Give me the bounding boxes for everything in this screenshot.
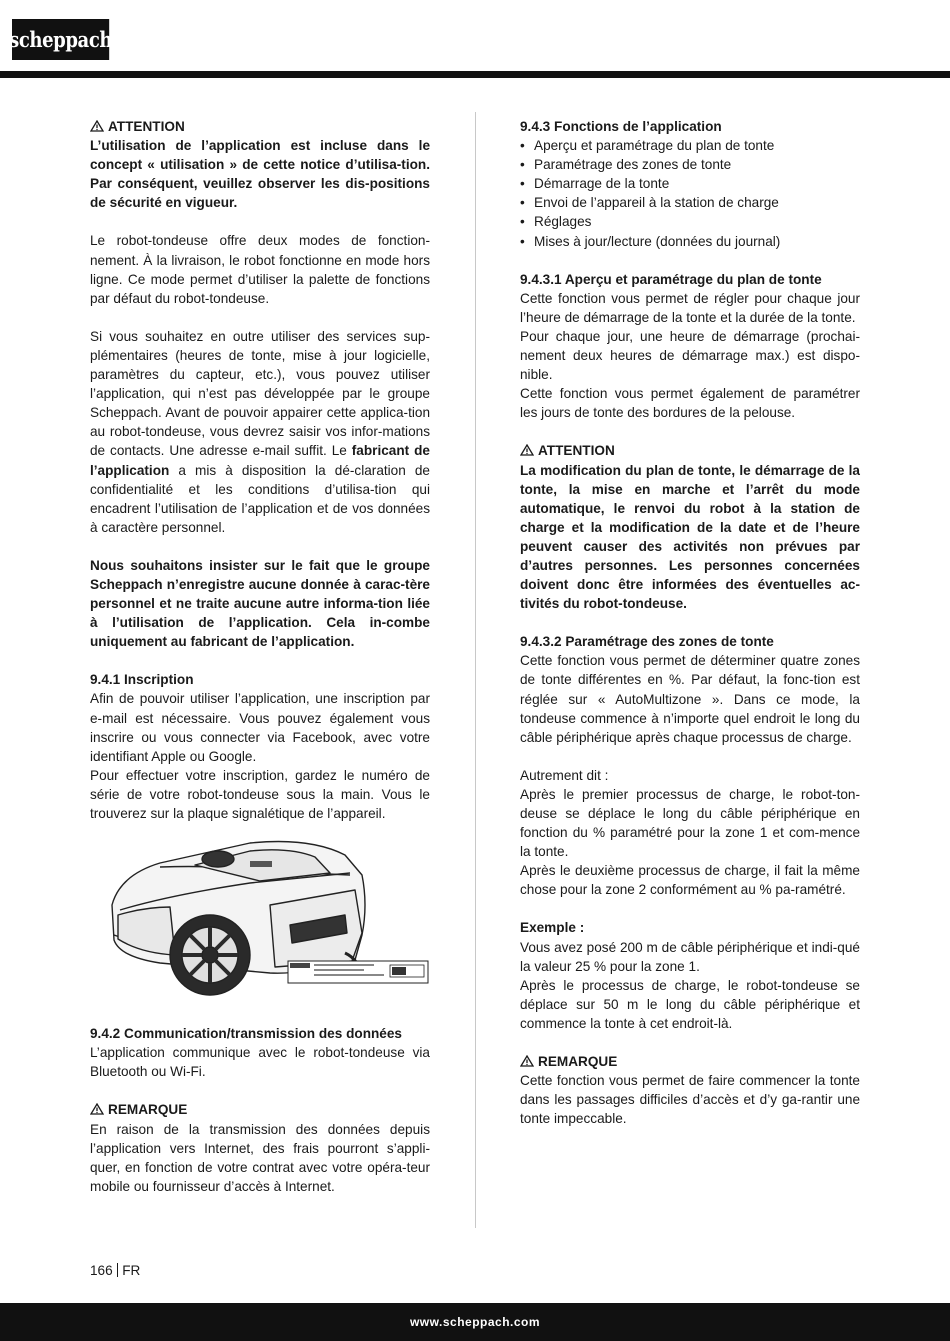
list-item: • Mises à jour/lecture (données du journal) (520, 232, 860, 251)
section-941-paragraph-2: Pour effectuer votre inscription, gardez le numéro de série de votre robot-tondeuse sous la main. Vous le trouverez sur la plaque signalétique de l’appareil. (90, 767, 430, 821)
section-9431-title: 9.4.3.1 Aperçu et paramétrage du plan de tonte (520, 271, 822, 287)
robot-mower-illustration (100, 835, 432, 1005)
remarque-text-2: Cette fonction vous permet de faire commencer la tonte dans les passages difficiles d’accès et d’y ga-rantir une tonte impeccable. (520, 1073, 860, 1127)
section-942-title: 9.4.2 Communication/transmission des données (90, 1026, 402, 1042)
example-paragraph-1: Vous avez posé 200 m de câble périphérique et indi-qué la valeur 25 % pour la zone 1. (520, 939, 860, 974)
right-column (520, 117, 860, 1128)
website-link[interactable]: www.scheppach.com (409, 1315, 541, 1329)
column-divider (475, 112, 476, 1228)
attention-text-1: L’utilisation de l’application est incluse dans le concept « utilisation » de cette notice d’utilisa-tion. Par conséquent, veuillez observer les dis-positions de sécurité en vigueur. (90, 138, 430, 211)
warning-icon (520, 1055, 534, 1067)
attention-heading-1: ATTENTION (90, 117, 430, 136)
section-9432-paragraph-1: Cette fonction vous permet de déterminer quatre zones de tonte différentes en %. Par défaut, la fonc-tion est réglée sur « AutoMultizone ». Dans ce mode, la tondeuse commence à n’importe quel endroit le long du câble périphérique après chaque processus de charge. (520, 653, 860, 745)
remarque-heading-1: REMARQUE (90, 1100, 430, 1119)
left-column (90, 117, 430, 1196)
remarque-text-1: En raison de la transmission des données depuis l’application vers Internet, des frais pourront s’appli-quer, en fonction de votre contrat avec votre opéra-teur mobile ou fournisseur d’accès à Internet. (90, 1121, 430, 1194)
list-item: • Réglages (520, 212, 860, 231)
paragraph-services: Si vous souhaitez en outre utiliser des services sup-plémentaires (heures de tonte, mise à jour logicielle, paramètres du capteur, etc.), vous pouvez utiliser l’application, qui n’est pas développée par le groupe Scheppach. Avant de pouvoir appairer cette applica-tion au robot-tondeuse, vous devrez saisir vos infor-mations de contacts. Une adresse e-mail suffit. Le fabricant de l’application a mis à disposition la dé-claration de confidentialité et les conditions d’utilisa-tion qui encadrent l’utilisation de l’application et de vos données à caractère personnel. (90, 328, 430, 535)
section-9432-paragraph-4: Après le deuxième processus de charge, il fait la même chose pour la zone 2 conformément au % pa-ramétré. (520, 863, 860, 898)
warning-icon (520, 444, 534, 456)
section-9431-paragraph-1: Cette fonction vous permet de régler pour chaque jour l’heure de démarrage de la tonte et la durée de la tonte. (520, 290, 860, 325)
section-941-title: 9.4.1 Inscription (90, 672, 194, 688)
section-9432-title: 9.4.3.2 Paramétrage des zones de tonte (520, 634, 774, 650)
section-943-title: 9.4.3 Fonctions de l’application (520, 119, 722, 134)
section-941-paragraph-1: Afin de pouvoir utiliser l’application, une inscription par e-mail est nécessaire. Vous pouvez également vous inscrire ou vous connecter via Facebook, avec votre identifiant Apple ou Google. (90, 691, 430, 764)
section-9432-paragraph-2: Autrement dit : (520, 767, 609, 783)
paragraph-privacy: Nous souhaitons insister sur le fait que le groupe Scheppach n’enregistre aucune donnée à carac-tère personnel et ne traite aucune autre informa-tion liée à l’utilisation de l’application. Cela in-combe uniquement au fabricant de l’application. (90, 557, 430, 650)
attention-text-2: La modification du plan de tonte, le démarrage de la tonte, la mise en marche et l’arrêt du mode automatique, le renvoi du robot à la station de charge et la modification de la date et de l’heure peuvent causer des activités non prévues par d’autres personnes. Les personnes concernées doivent donc être informées des éventuelles ac-tivités du robot-tondeuse. (520, 462, 860, 612)
list-item: • Aperçu et paramétrage du plan de tonte (520, 136, 860, 155)
example-title: Exemple : (520, 920, 585, 936)
footer-bar (0, 1303, 950, 1341)
remarque-heading-2: REMARQUE (520, 1052, 860, 1071)
header-rule (0, 71, 950, 78)
functions-list (520, 136, 860, 251)
warning-icon (90, 120, 104, 132)
section-9431-paragraph-3: Cette fonction vous permet également de paramétrer les jours de tonte des bordures de la pelouse. (520, 386, 860, 421)
list-item: • Envoi de l’appareil à la station de charge (520, 193, 860, 212)
list-item: • Paramétrage des zones de tonte (520, 155, 860, 174)
page-number: 166 FR (90, 1263, 141, 1278)
paragraph-modes: Le robot-tondeuse offre deux modes de fonction-nement. À la livraison, le robot fonctionne en mode hors ligne. Ce mode permet d’utiliser la palette de fonctions par défaut du robot-tondeuse. (90, 233, 430, 306)
section-942-paragraph: L’application communique avec le robot-tondeuse via Bluetooth ou Wi-Fi. (90, 1045, 430, 1080)
section-9431-paragraph-2: Pour chaque jour, une heure de démarrage (prochai-nement deux heures de démarrage max.) est dispo-nible. (520, 328, 860, 383)
section-9432-paragraph-3: Après le premier processus de charge, le robot-ton-deuse se déplace le long du câble périphérique en fonction du % paramétré pour la zone 1 et com-mence la tonte. (520, 786, 860, 860)
attention-heading-2: ATTENTION (520, 441, 860, 460)
warning-icon (90, 1103, 104, 1115)
list-item: • Démarrage de la tonte (520, 174, 860, 193)
scheppach-logo: scheppach (12, 19, 109, 60)
example-paragraph-2: Après le processus de charge, le robot-tondeuse se déplace sur 50 m le long du câble périphérique et commence la tonte à cet endroit-là. (520, 977, 860, 1031)
